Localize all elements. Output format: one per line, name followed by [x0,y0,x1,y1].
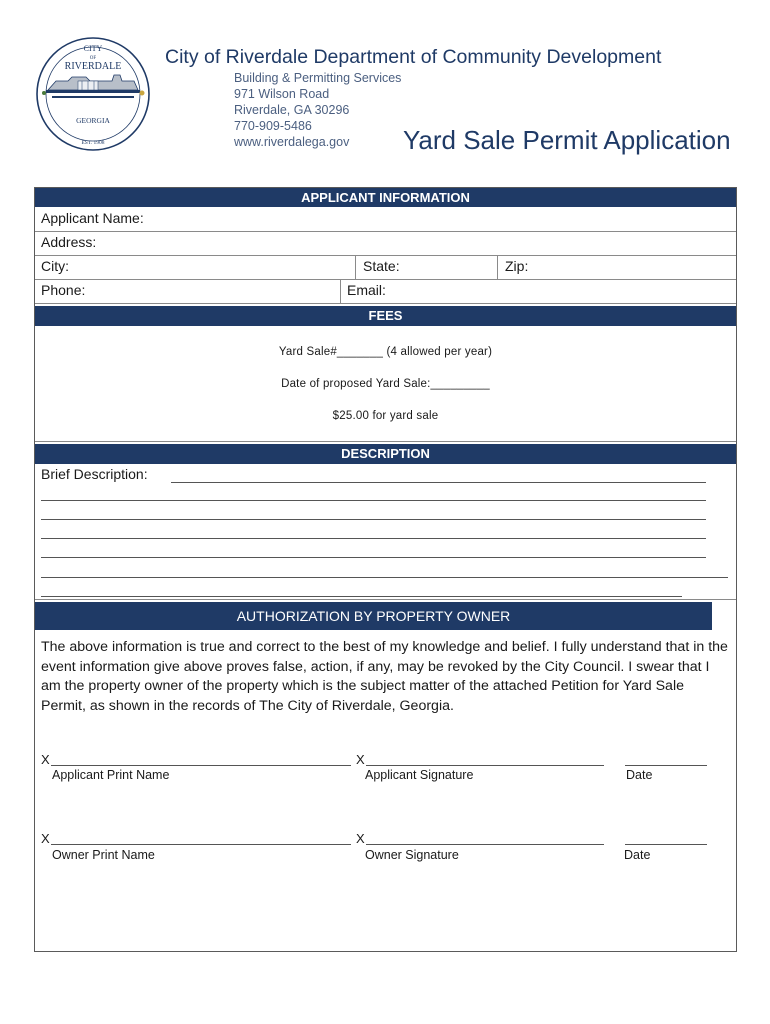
applicant-signature-line[interactable] [366,765,604,766]
phone-email-row [35,279,736,304]
org-street: 971 Wilson Road [234,87,330,101]
description-line[interactable] [41,538,706,539]
description-line[interactable] [171,482,706,483]
owner-signature-x-mark: X [356,831,365,846]
seal-est-text: EST. 1908 [81,140,105,146]
owner-signature-line[interactable] [366,844,604,845]
owner-date-line[interactable] [625,844,707,845]
brief-description-label: Brief Description: [41,466,148,482]
fees-heading: FEES [35,306,736,326]
state-label[interactable]: State: [363,258,400,274]
description-line[interactable] [41,500,706,501]
document-title: Yard Sale Permit Application [403,125,731,155]
org-division: Building & Permitting Services [234,71,402,85]
applicant-name-label: Applicant Name: [41,210,144,226]
applicant-info-heading: APPLICANT INFORMATION [35,188,736,207]
description-line[interactable] [41,577,728,578]
owner-print-name-label: Owner Print Name [52,848,155,862]
seal-of-text: OF [89,56,97,61]
phone-label[interactable]: Phone: [41,282,86,298]
applicant-date-label: Date [626,768,653,782]
applicant-signature-label: Applicant Signature [365,768,474,782]
fee-amount-text: $25.00 for yard sale [332,410,439,422]
address-field[interactable] [35,231,736,256]
owner-signature-label: Owner Signature [365,848,459,862]
description-line[interactable] [41,557,706,558]
city-seal-logo [34,35,152,153]
description-heading: DESCRIPTION [35,444,736,464]
applicant-name-field[interactable] [35,207,736,232]
seal-riverdale-text: RIVERDALE [64,61,122,72]
applicant-signature-x-mark: X [356,752,365,767]
email-label[interactable]: Email: [347,282,386,298]
org-contact-block [234,70,401,150]
org-phone: 770-909-5486 [234,119,312,133]
org-website: www.riverdalega.gov [234,135,350,149]
authorization-statement: The above information is true and correct to the best of my knowledge and belief. I fully understand that in the event information give above proves false, action, if any, may be revoked by the City Council. I swear that I am the property owner of the property which is the subject matter of the attached Petition for Yard Sale Permit, as shown in the records of The City of Riverdale, Georgia. [41,639,728,714]
owner-print-x-mark: X [41,831,50,846]
city-label[interactable]: City: [41,258,69,274]
owner-date-label: Date [624,848,651,862]
seal-georgia-text: GEORGIA [76,116,110,125]
applicant-print-name-label: Applicant Print Name [52,768,170,782]
proposed-date-line[interactable]: Date of proposed Yard Sale:_________ [281,378,490,390]
org-city-state-zip: Riverdale, GA 30296 [234,103,350,117]
applicant-print-line[interactable] [51,765,351,766]
applicant-date-line[interactable] [625,765,707,766]
applicant-print-x-mark: X [41,752,50,767]
permit-form [34,187,737,952]
org-title: City of Riverdale Department of Community Development [165,46,662,68]
yard-sale-number-line[interactable]: Yard Sale#_______ (4 allowed per year) [278,346,493,358]
seal-city-text: CITY [83,44,103,53]
address-label: Address: [41,234,97,250]
city-state-zip-row [35,255,736,280]
owner-print-line[interactable] [51,844,351,845]
authorization-heading: AUTHORIZATION BY PROPERTY OWNER [35,602,712,630]
description-line[interactable] [41,596,682,597]
zip-label[interactable]: Zip: [505,258,529,274]
description-line[interactable] [41,519,706,520]
